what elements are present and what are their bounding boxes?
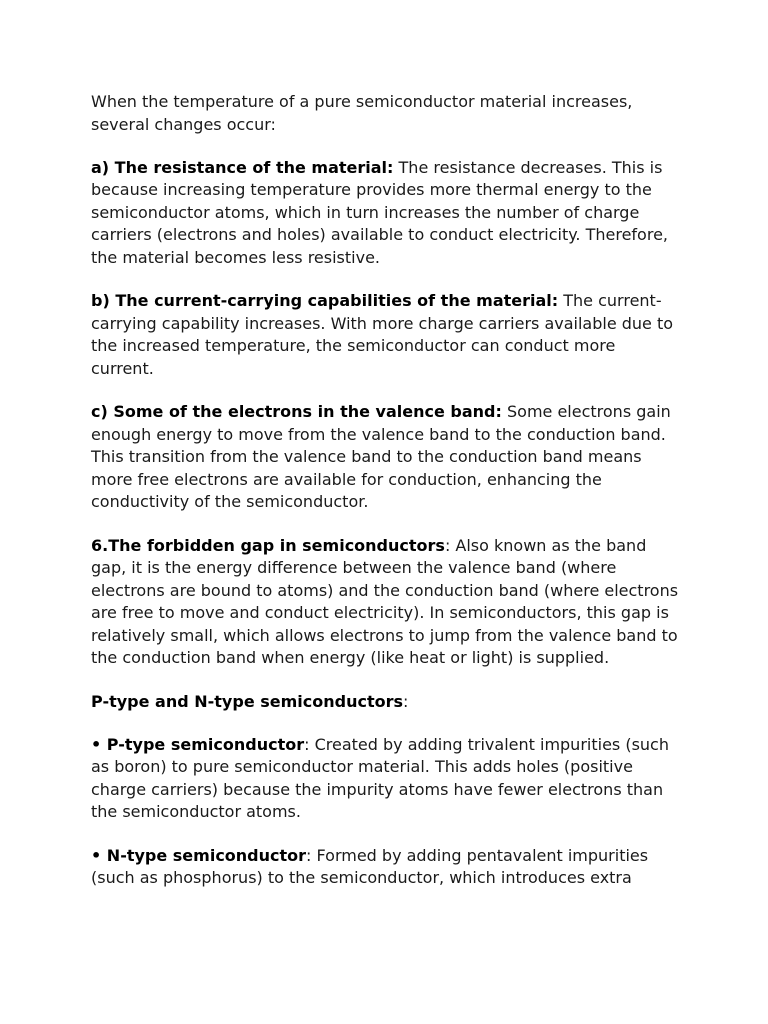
forbidden-gap-heading: 6.The forbidden gap in semiconductors: [91, 535, 445, 555]
n-type-text: : Formed by adding pentavalent impurities (such as phosphorus) to the semiconductor, which introduces extra: [91, 845, 649, 888]
resistance-text: The resistance decreases. This is because increasing temperature provides more thermal energy to the semiconductor atoms, which in turn increases the number of charge carriers (electrons and holes) available to conduct electricity. Therefore, the material becomes less resistive.: [91, 157, 668, 268]
document-page: [91, 91, 681, 910]
p-type-paragraph: [91, 734, 681, 824]
n-type-paragraph: [91, 845, 681, 890]
pn-types-colon: :: [403, 691, 409, 711]
p-type-heading: • P-type semiconductor: [91, 734, 305, 754]
forbidden-gap-text: : Also known as the band gap, it is the energy difference between the valence band (where electrons are bound to atoms) and the conduction band (where electrons are free to move and conduct electricity). In semiconductors, this gap is relatively small, which allows electrons to jump from the valence band to the conduction band when energy (like heat or light) is supplied.: [91, 535, 679, 668]
intro-paragraph: [91, 91, 681, 136]
resistance-heading: a) The resistance of the material:: [91, 157, 394, 177]
valence-band-heading: c) Some of the electrons in the valence band:: [91, 402, 502, 422]
current-capability-paragraph: [91, 290, 681, 380]
p-type-text: : Created by adding trivalent impurities (such as boron) to pure semiconductor material. This adds holes (positive charge carriers) because the impurity atoms have fewer electrons than the semiconductor atoms.: [91, 734, 669, 822]
resistance-paragraph: [91, 157, 681, 270]
pn-types-heading: P-type and N-type semiconductors: [91, 691, 404, 711]
n-type-heading: • N-type semiconductor: [91, 845, 307, 865]
current-capability-heading: b) The current-carrying capabilities of the material:: [91, 291, 559, 311]
intro-text: When the temperature of a pure semiconductor material increases, several changes occur:: [91, 92, 633, 134]
pn-types-paragraph: [91, 691, 681, 714]
forbidden-gap-paragraph: [91, 535, 681, 671]
valence-band-paragraph: [91, 401, 681, 514]
valence-band-text: Some electrons gain enough energy to move from the valence band to the conduction band. This transition from the valence band to the conduction band means more free electrons are available for conduction, enhancing the conductivity of the semiconductor.: [91, 402, 671, 512]
current-capability-text: The current-carrying capability increases. With more charge carriers available due to the increased temperature, the semiconductor can conduct more current.: [91, 291, 674, 378]
